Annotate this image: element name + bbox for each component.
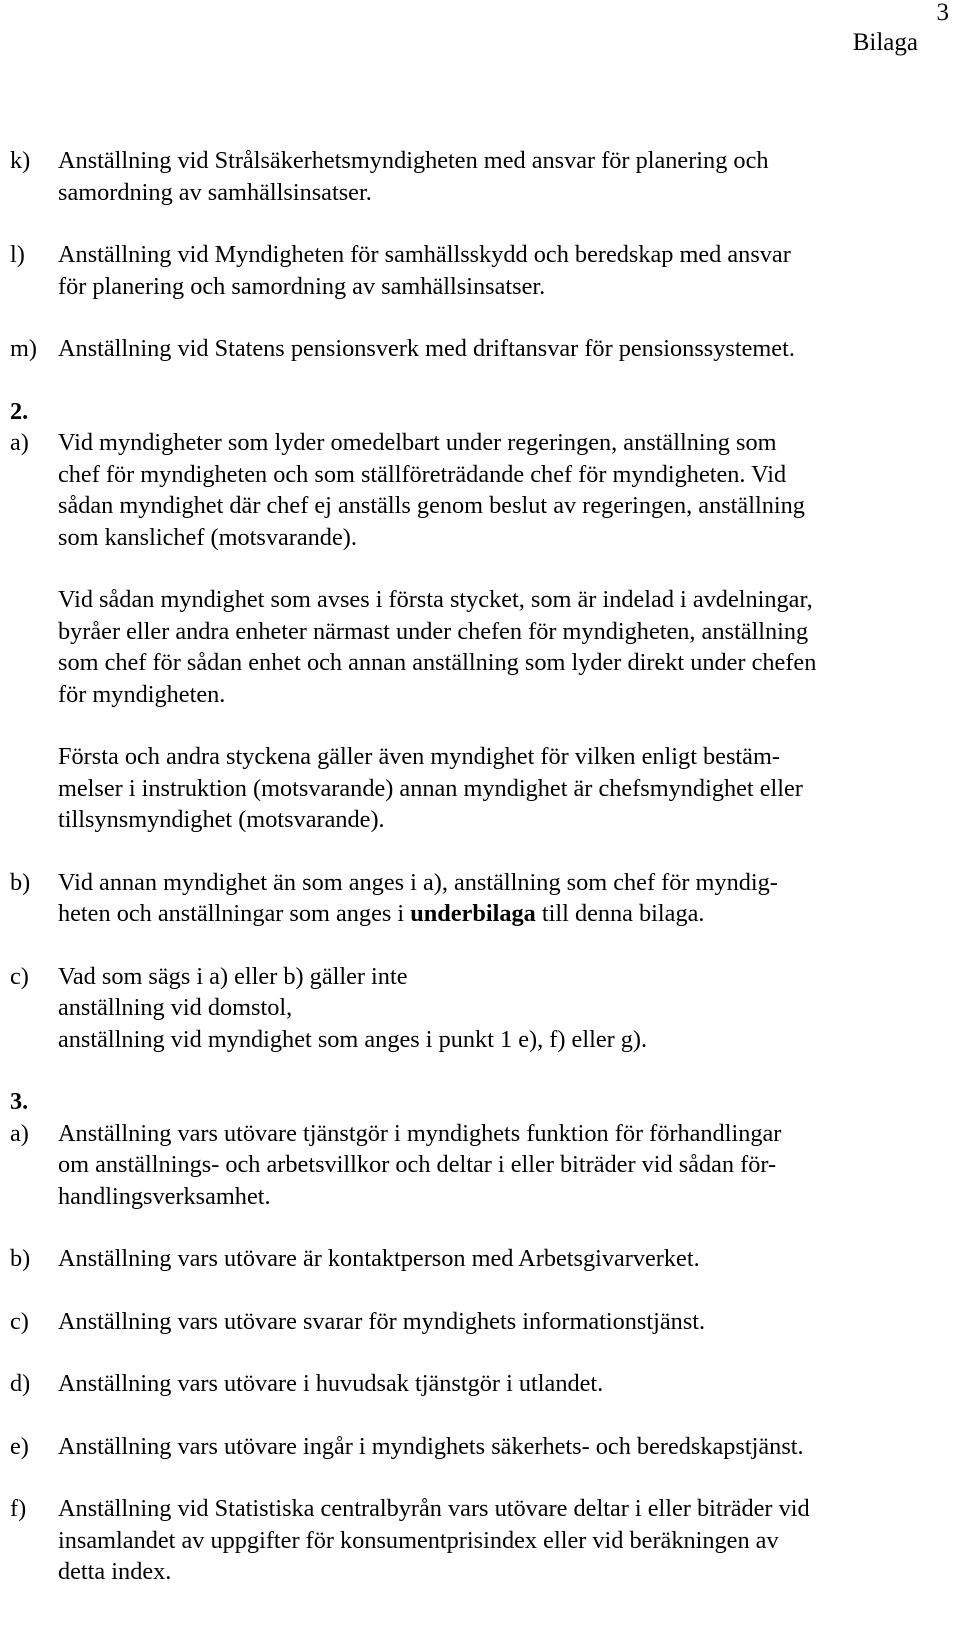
text-line: anställning vid domstol, [58, 994, 293, 1021]
list-marker: e) [10, 1432, 29, 1460]
list-item-2b [10, 867, 945, 930]
list-item-3f [10, 1493, 945, 1588]
list-marker: c) [10, 962, 29, 990]
text-line: som kanslichef (motsvarande). [58, 523, 357, 551]
list-item-3a [10, 1118, 945, 1213]
text-line: Anställning vars utövare ingår i myndighets säkerhets- och beredskapstjänst. [58, 1432, 804, 1460]
paragraph-2a-second [10, 584, 945, 710]
text-line: Anställning vars utövare är kontaktperson med Arbetsgivarverket. [58, 1245, 700, 1272]
text-segment: till denna bilaga. [535, 900, 705, 927]
list-marker: m) [10, 335, 37, 362]
list-item-3e [10, 1431, 945, 1463]
list-item-3c [10, 1306, 945, 1338]
list-item-2a [10, 427, 945, 553]
text-line: om anställnings- och arbetsvillkor och deltar i eller biträder vid sådan för- [58, 1151, 777, 1178]
list-marker: c) [10, 1307, 29, 1335]
text-line: Vid myndigheter som lyder omedelbart under regeringen, anställning som [58, 429, 777, 456]
text-line: detta index. [58, 1558, 172, 1585]
text-line: sådan myndighet där chef ej anställs genom beslut av regeringen, anställning [58, 492, 805, 519]
list-item-2c [10, 961, 945, 1056]
text-line: Första och andra styckena gäller även myndighet för vilken enligt bestäm- [58, 743, 780, 770]
text-segment: heten och anställningar som anges i [58, 900, 411, 927]
list-marker: b) [10, 1245, 31, 1272]
section-number-2: 2. [10, 397, 29, 425]
list-marker: l) [10, 241, 25, 268]
text-line: Anställning vid Strålsäkerhetsmyndigheten med ansvar för planering och [58, 147, 769, 174]
list-marker: b) [10, 868, 31, 896]
text-line: Anställning vid Myndigheten för samhällsskydd och beredskap med ansvar [58, 241, 791, 268]
list-item-3d [10, 1368, 945, 1400]
text-line: tillsynsmyndighet (motsvarande). [58, 806, 385, 833]
text-line: chef för myndigheten och som ställföreträdande chef för myndigheten. Vid [58, 460, 787, 488]
text-line: Anställning vid Statistiska centralbyrån vars utövare deltar i eller biträder vid [58, 1495, 810, 1522]
text-line: byråer eller andra enheter närmast under chefen för myndigheten, anställning [58, 617, 809, 645]
text-line: Anställning vid Statens pensionsverk med driftansvar för pensionssystemet. [58, 335, 795, 362]
text-line [58, 898, 945, 930]
text-line: melser i instruktion (motsvarande) annan myndighet är chefsmyndighet eller [58, 774, 803, 802]
list-item-l [10, 239, 945, 302]
page-number: 3 [936, 0, 949, 26]
page-header-title: Bilaga [852, 29, 918, 56]
list-item-m [10, 333, 945, 365]
text-line: Vid sådan myndighet som avses i första stycket, som är indelad i avdelningar, [58, 586, 813, 613]
text-line: handlingsverksamhet. [58, 1182, 271, 1210]
text-line: Anställning vars utövare svarar för myndighets informationstjänst. [58, 1307, 706, 1335]
text-line: anställning vid myndighet som anges i punkt 1 e), f) eller g). [58, 1025, 648, 1053]
list-marker: a) [10, 1119, 29, 1147]
list-item-3b [10, 1243, 945, 1275]
text-line: för myndigheten. [58, 680, 226, 708]
text-line: Vid annan myndighet än som anges i a), anställning som chef för myndig- [58, 868, 778, 896]
list-marker: k) [10, 147, 31, 174]
text-line: samordning av samhällsinsatser. [58, 178, 372, 206]
paragraph-2a-third [10, 741, 945, 836]
list-marker: f) [10, 1495, 27, 1522]
list-marker: d) [10, 1370, 31, 1397]
text-line: Anställning vars utövare tjänstgör i myndighets funktion för förhandlingar [58, 1119, 782, 1147]
list-item-k [10, 145, 945, 208]
text-line: Vad som sägs i a) eller b) gäller inte [58, 962, 408, 990]
underbilaga-link[interactable]: underbilaga [410, 900, 536, 927]
text-line: som chef för sådan enhet och annan anställning som lyder direkt under chefen [58, 649, 817, 676]
section-number-3: 3. [10, 1088, 29, 1115]
text-line: för planering och samordning av samhällsinsatser. [58, 272, 546, 300]
list-marker: a) [10, 429, 29, 456]
text-line: insamlandet av uppgifter för konsumentprisindex eller vid beräkningen av [58, 1526, 779, 1554]
text-line: Anställning vars utövare i huvudsak tjänstgör i utlandet. [58, 1370, 604, 1397]
document-body [10, 145, 945, 1588]
